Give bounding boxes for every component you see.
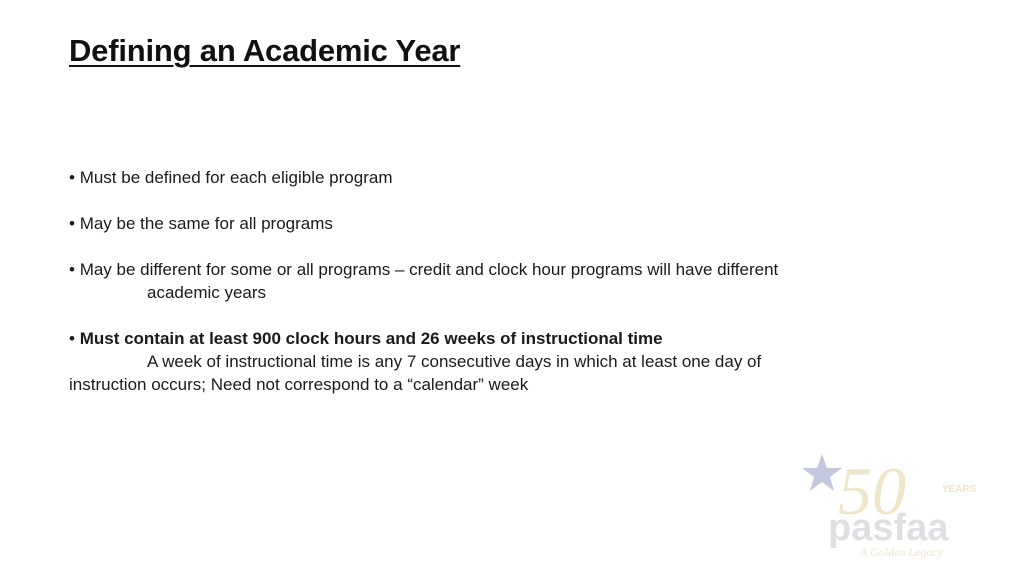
bullet-marker: • (69, 214, 75, 233)
star-icon (802, 454, 842, 491)
bullet-text: May be the same for all programs (79, 214, 333, 233)
bullet-text: Must be defined for each eligible program (79, 168, 393, 187)
bullet-detail-line: instruction occurs; Need not correspond to a “calendar” week (69, 375, 529, 394)
bullet-marker: • (69, 329, 75, 348)
bullet-item (69, 327, 889, 396)
bullet-list (69, 166, 889, 419)
bullet-item (69, 166, 889, 189)
bullet-line (69, 166, 889, 189)
bullet-continuation: academic years (147, 283, 267, 302)
logo-tagline: A Golden Legacy (860, 545, 944, 559)
bullet-detail-line: A week of instructional time is any 7 consecutive days in which at least one day of (147, 352, 762, 371)
bullet-line (69, 327, 889, 350)
bullet-item (69, 258, 889, 304)
bullet-text-bold: Must contain at least 900 clock hours and 26 weeks of instructional time (79, 329, 663, 348)
bullet-marker: • (69, 260, 75, 279)
logo-badge-text: YEARS (942, 484, 977, 495)
logo-number: 50 (838, 453, 906, 529)
slide-title: Defining an Academic Year (69, 33, 461, 68)
bullet-item (69, 212, 889, 235)
pasfaa-logo (800, 452, 1000, 562)
logo-wordmark: pasfaa (828, 507, 949, 549)
bullet-line (69, 212, 889, 235)
bullet-text: May be different for some or all programs – credit and clock hour programs will have different (79, 260, 779, 279)
bullet-line (69, 258, 889, 281)
bullet-marker: • (69, 168, 75, 187)
